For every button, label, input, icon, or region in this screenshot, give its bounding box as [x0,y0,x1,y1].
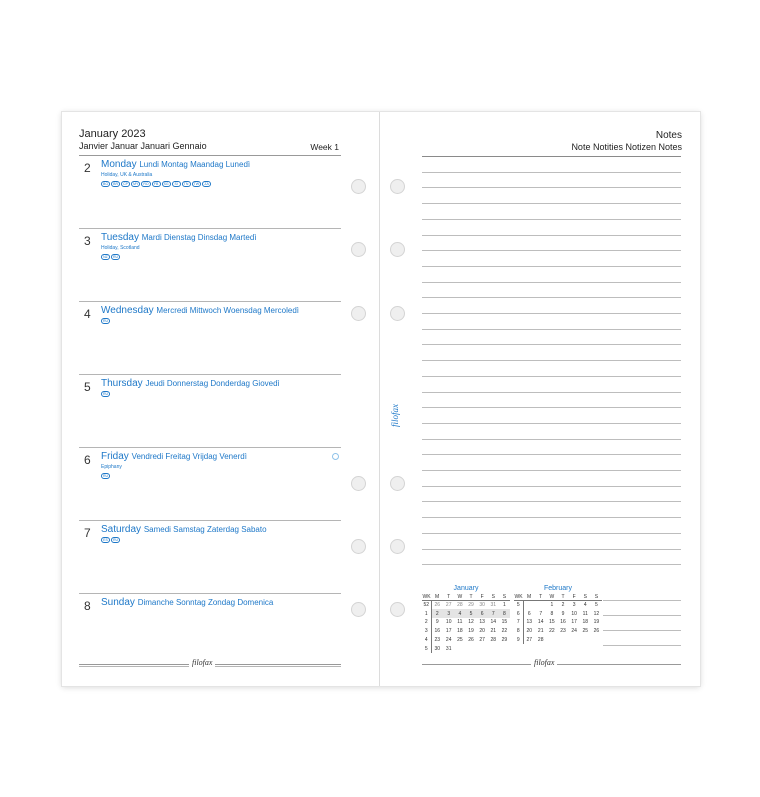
calendar-day [523,601,535,610]
calendar-day: 26 [593,628,600,635]
day-name-translations: Mercredi Mittwoch Woensdag Mercoledì [156,306,299,315]
note-line [422,454,681,455]
calendar-grid [422,593,510,653]
week-number-cell: 6 [514,609,523,618]
ring-hole [351,179,366,194]
day-number: 2 [84,161,91,175]
calendar-day: 31 [490,602,497,609]
country-badges [101,537,120,543]
calendar-day: 20 [479,628,485,635]
note-line [422,187,681,188]
calendar-day: 18 [457,628,463,635]
calendar-week-row [422,636,510,645]
country-badges [101,318,110,324]
week-number-cell: 5 [514,601,523,610]
note-line [422,360,681,361]
calendar-day: 24 [571,628,577,635]
country-badge: ES [101,537,110,543]
calendar-day: 20 [526,628,533,635]
note-line [422,313,681,314]
calendar-day: 22 [549,628,555,635]
calendar-day: 26 [434,602,441,609]
calendar-day: 15 [501,619,508,626]
calendar-day [580,636,591,645]
day-name-translations: Vendredi Freitag Vrijdag Venerdì [131,452,247,461]
day-name-translations: Dimanche Sonntag Zondag Domenica [137,598,274,607]
day-name [101,159,250,170]
week-number-cell: 9 [514,636,523,645]
ring-hole [351,539,366,554]
day-name-translations: Samedi Samstag Zaterdag Sabato [143,525,267,534]
calendar-header: S [580,593,591,601]
calendar-day: 4 [583,602,587,609]
calendar-week-row [514,627,602,636]
note-line [422,329,681,330]
note-line [422,266,681,267]
calendar-day: 7 [488,609,499,618]
note-line [422,297,681,298]
calendar-day [488,644,499,653]
calendar-day [569,636,580,645]
week-number-cell: 7 [514,618,523,627]
calendar-day: 17 [445,628,452,635]
vertical-filofax-logo: filofax [390,404,400,427]
holiday-note: Holiday, UK & Australia [101,172,153,178]
country-badge: RU [113,255,119,259]
calendar-day: 6 [527,610,531,617]
country-badge: MY [133,182,139,186]
calendar-day [465,644,476,653]
calendar-day: 2 [561,602,565,609]
calendar-day: 2 [431,609,443,618]
calendar-day: 23 [434,637,441,644]
calendar-header: M [431,593,443,601]
country-badges [101,391,110,397]
calendar-day: 21 [490,628,497,635]
calendar-header: M [523,593,535,601]
calendar-header: T [557,593,568,601]
note-line [422,517,681,518]
week-page [62,112,380,686]
calendar-week-row [514,618,602,627]
day-number: 3 [84,234,91,248]
country-badge: FB [152,181,161,187]
calendar-day: 29 [468,602,474,609]
calendar-day: 17 [571,619,577,626]
week-number-cell: 52 [423,602,430,609]
note-line [422,407,681,408]
note-line [422,156,681,157]
calendar-day [499,644,510,653]
day-number: 4 [84,307,91,321]
calendar-header: S [488,593,499,601]
day-name-english: Wednesday [101,305,154,316]
calendar-header: T [443,593,454,601]
note-line-short [603,630,681,631]
day-name-english: Sunday [101,597,135,608]
planner-spread [62,112,700,686]
note-line [422,549,681,550]
day-name-english: Friday [101,451,129,462]
filofax-logo: filofax [189,658,215,667]
calendar-day: 11 [457,619,463,626]
calendar-day: 26 [468,637,474,644]
calendar-day: 7 [539,610,543,617]
note-line [422,235,681,236]
calendar-header: F [477,593,488,601]
notes-page [381,112,700,686]
calendar-day: 9 [435,619,439,626]
calendar-day: 14 [490,619,497,626]
day-block [79,229,341,302]
calendar-day [591,636,602,645]
day-name-english: Thursday [101,378,143,389]
day-name [101,232,256,243]
calendar-day: 10 [571,610,577,617]
notes-translations: Note Notities Notizen Notes [571,142,682,152]
calendar-day: 27 [445,602,452,609]
note-line [422,486,681,487]
calendar-day: 19 [593,619,600,626]
country-badge: TN [182,181,191,187]
ring-hole [390,539,405,554]
country-badge: BG [103,182,109,186]
holiday-note: Epiphany [101,464,122,470]
week-number: Week 1 [310,142,339,152]
note-line [422,533,681,534]
day-name [101,451,247,462]
calendar-day [477,644,488,653]
ring-hole [390,179,405,194]
week-number-cell: 5 [422,644,431,653]
country-badge: RU [103,474,109,478]
ring-hole [351,602,366,617]
ring-hole [351,476,366,491]
day-name-translations: Jeudi Donnerstag Donderdag Giovedì [145,379,280,388]
note-line [422,564,681,565]
calendar-grid [514,593,602,644]
calendar-day: 21 [537,628,544,635]
calendar-header: T [535,593,546,601]
calendar-day: 19 [468,628,474,635]
calendar-week-row [422,644,510,653]
calendar-header: S [591,593,602,601]
country-badges [101,181,211,187]
calendar-day: 13 [526,619,533,626]
calendar-header: F [569,593,580,601]
calendar-day: 15 [549,619,555,626]
notes-title: Notes [655,130,682,141]
note-line [422,501,681,502]
calendar-week-row [422,601,510,610]
week-number-cell: 2 [422,618,431,627]
day-number: 7 [84,526,91,540]
calendar-header: T [465,593,476,601]
calendar-header: WK [514,593,523,600]
calendar-day: 18 [582,619,589,626]
calendar-day [535,601,546,610]
calendar-day: 14 [537,619,544,626]
ring-hole [390,602,405,617]
country-badge: SI [172,181,181,187]
country-badges [101,473,110,479]
country-badge: RU [103,319,109,323]
day-name [101,597,273,608]
calendar-header: W [546,593,557,601]
calendar-title: January [453,585,479,592]
calendar-day: 12 [593,610,600,617]
calendar-day: 31 [445,645,452,652]
calendar-week-row [422,627,510,636]
note-line-short [603,600,681,601]
week-number-cell: 4 [422,636,431,645]
week-number-cell: 3 [422,627,431,636]
day-name-english: Monday [101,159,137,170]
calendar-day: 16 [434,628,441,635]
country-badge: NZ [101,254,110,260]
country-badge: RO [143,182,149,186]
calendar-header: WK [422,593,431,600]
calendar-week-row [422,618,510,627]
day-number: 8 [84,599,91,613]
calendar-day: 5 [465,609,476,618]
day-name [101,378,280,389]
day-block [79,594,341,667]
calendar-day: 28 [537,637,544,644]
calendar-day: 11 [582,610,588,617]
calendar-day: 22 [501,628,508,635]
holiday-note: Holiday, Scotland [101,245,140,251]
country-badge: SG [163,182,169,186]
country-badge: BR [111,181,120,187]
note-line [422,344,681,345]
day-block [79,375,341,448]
day-block [79,521,341,594]
calendar-day [557,636,568,645]
day-name-english: Tuesday [101,232,139,243]
calendar-header: W [454,593,465,601]
ring-hole [390,306,405,321]
calendar-day: 9 [561,610,565,617]
calendar-day: 16 [560,619,566,626]
day-block [79,448,341,521]
country-badge: RU [103,392,109,396]
calendar-title: February [543,585,572,592]
day-name-translations: Mardi Dienstag Dinsdag Martedì [141,233,257,242]
country-badge: TW [193,182,200,186]
country-badge: ZA [202,181,211,187]
calendar-week-row [514,636,602,645]
day-block [79,302,341,375]
calendar-day: 30 [434,645,441,652]
calendar-day: 12 [468,619,474,626]
calendar-day: 13 [479,619,485,626]
country-badges [101,254,120,260]
month-translations: Janvier Januar Januari Gennaio [79,141,207,151]
calendar-day: 25 [457,637,463,644]
calendar-february [514,585,602,644]
day-name-translations: Lundi Montag Maandag Lunedì [139,160,251,169]
calendar-january [422,585,510,653]
ring-hole [351,242,366,257]
calendar-week-row [422,609,510,618]
country-badge: RU [113,538,119,542]
calendar-day: 27 [479,637,485,644]
note-line [422,470,681,471]
calendar-day: 10 [445,619,452,626]
note-line [422,219,681,220]
note-line [422,282,681,283]
week-number-cell: 1 [422,609,431,618]
note-line-short [603,615,681,616]
note-line [422,392,681,393]
calendar-day: 5 [595,602,598,609]
country-badge: CP [121,181,130,187]
note-line [422,203,681,204]
note-line [422,172,681,173]
ring-hole [390,242,405,257]
calendar-day: 1 [503,602,506,609]
day-number: 6 [84,453,91,467]
note-line-short [603,645,681,646]
calendar-day: 3 [572,602,576,609]
day-number: 5 [84,380,91,394]
day-name [101,524,267,535]
calendar-day: 8 [550,610,554,617]
calendar-day: 6 [477,609,488,618]
calendar-day: 27 [526,637,533,644]
calendar-day: 28 [457,602,463,609]
note-line [422,376,681,377]
calendar-day: 3 [443,609,454,618]
ring-hole [351,306,366,321]
calendar-day: 25 [582,628,589,635]
day-name-english: Saturday [101,524,142,535]
calendar-day: 28 [490,637,497,644]
calendar-day: 29 [501,637,508,644]
calendar-header: S [499,593,510,601]
week-number-cell: 8 [514,627,523,636]
day-block [79,156,341,229]
ring-hole [390,476,405,491]
small-circle-icon [332,453,339,460]
note-line [422,423,681,424]
calendar-day: 23 [560,628,566,635]
calendar-day: 24 [445,637,452,644]
note-line [422,439,681,440]
calendar-day [454,644,465,653]
calendar-week-row [514,609,602,618]
calendar-day: 30 [479,602,485,609]
calendar-day: 1 [550,602,554,609]
month-title: January 2023 [79,128,146,140]
filofax-logo: filofax [531,658,557,667]
calendar-day: 8 [499,609,510,618]
day-name [101,305,299,316]
note-line [422,250,681,251]
calendar-week-row [514,601,602,610]
calendar-day: 4 [454,609,465,618]
calendar-day [546,636,557,645]
